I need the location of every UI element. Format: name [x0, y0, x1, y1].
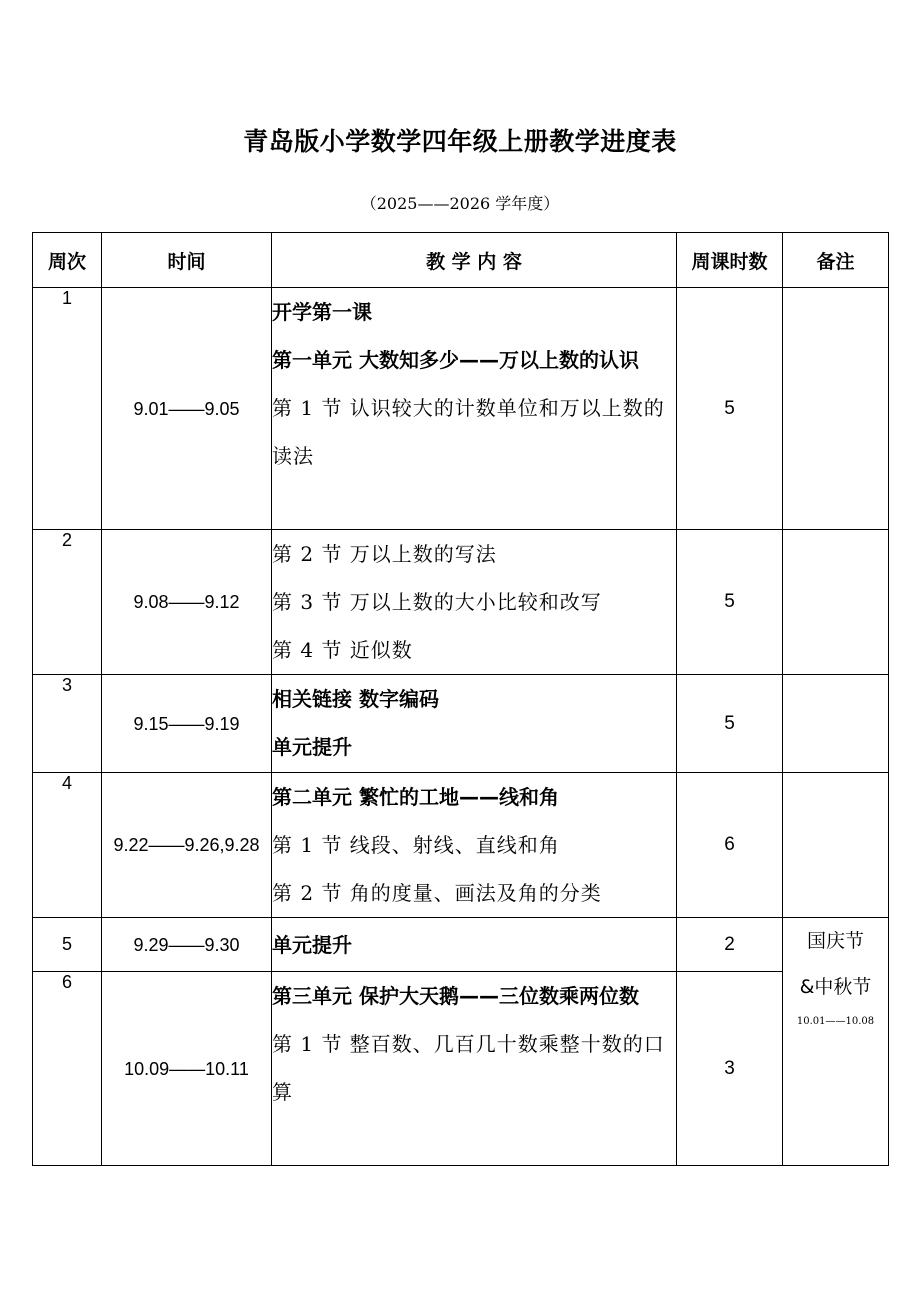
- table-body: [33, 288, 889, 1166]
- table-row: [33, 288, 889, 530]
- time-cell: 10.09——10.11: [102, 972, 272, 1166]
- content-line: 第 2 节 万以上数的写法: [272, 542, 497, 566]
- content-cell: [272, 972, 677, 1166]
- content-cell: [272, 675, 677, 773]
- header-note: 备注: [783, 233, 889, 288]
- note-cell: [783, 288, 889, 530]
- hours-cell: 5: [677, 530, 783, 675]
- content-cell: [272, 918, 677, 972]
- time-cell: 9.08——9.12: [102, 530, 272, 675]
- table-row: [33, 773, 889, 918]
- header-hours: 周课时数: [677, 233, 783, 288]
- content-line: 相关链接 数字编码: [272, 687, 439, 711]
- content-line: 第 2 节 角的度量、画法及角的分类: [272, 881, 602, 905]
- week-cell: 1: [33, 288, 102, 530]
- content-line: 开学第一课: [272, 300, 372, 324]
- time-cell: 9.15——9.19: [102, 675, 272, 773]
- table-row: [33, 918, 889, 972]
- content-line: 第三单元 保护大天鹅——三位数乘两位数: [272, 984, 639, 1008]
- table-row: [33, 972, 889, 1166]
- school-year: （2025——2026 学年度）: [360, 194, 560, 213]
- hours-cell: 3: [677, 972, 783, 1166]
- header-time: 时间: [102, 233, 272, 288]
- note-cell: [783, 675, 889, 773]
- content-cell: [272, 773, 677, 918]
- schedule-table: [32, 232, 889, 1166]
- hours-cell: 5: [677, 675, 783, 773]
- table-header: [33, 233, 889, 288]
- header-row: [33, 233, 889, 288]
- note-cell: [783, 773, 889, 918]
- week-cell: 5: [33, 918, 102, 972]
- content-cell: [272, 288, 677, 530]
- table-row: [33, 530, 889, 675]
- content-cell: [272, 530, 677, 675]
- content-line: 第 1 节 线段、射线、直线和角: [272, 833, 560, 857]
- content-line: 单元提升: [272, 735, 352, 759]
- header-content: 教 学 内 容: [272, 233, 677, 288]
- content-line: 第二单元 繁忙的工地——线和角: [272, 785, 559, 809]
- content-line: 单元提升: [272, 932, 352, 957]
- time-cell: 9.01——9.05: [102, 288, 272, 530]
- content-line: 第 3 节 万以上数的大小比较和改写: [272, 590, 602, 614]
- week-cell: 3: [33, 675, 102, 773]
- holiday-dates: 10.01——10.08: [796, 1016, 875, 1027]
- content-line: 第 4 节 近似数: [272, 638, 413, 662]
- week-cell: 2: [33, 530, 102, 675]
- page-title: 青岛版小学数学四年级上册教学进度表: [243, 127, 677, 156]
- hours-cell: 5: [677, 288, 783, 530]
- hours-cell: 6: [677, 773, 783, 918]
- week-cell: 4: [33, 773, 102, 918]
- time-cell: 9.29——9.30: [102, 918, 272, 972]
- header-week: 周次: [33, 233, 102, 288]
- content-line: 第一单元 大数知多少——万以上数的认识: [272, 348, 639, 372]
- content-line: 第 1 节 认识较大的计数单位和万以上数的读法: [272, 396, 665, 468]
- week-cell: 6: [33, 972, 102, 1166]
- note-cell: [783, 530, 889, 675]
- holiday-note-cell: [783, 918, 889, 1166]
- holiday-name: &中秋节: [799, 976, 872, 998]
- content-line: 第 1 节 整百数、几百几十数乘整十数的口算: [272, 1032, 665, 1104]
- holiday-name: 国庆节: [806, 930, 864, 952]
- hours-cell: 2: [677, 918, 783, 972]
- table-row: [33, 675, 889, 773]
- time-cell: 9.22——9.26,9.28: [102, 773, 272, 918]
